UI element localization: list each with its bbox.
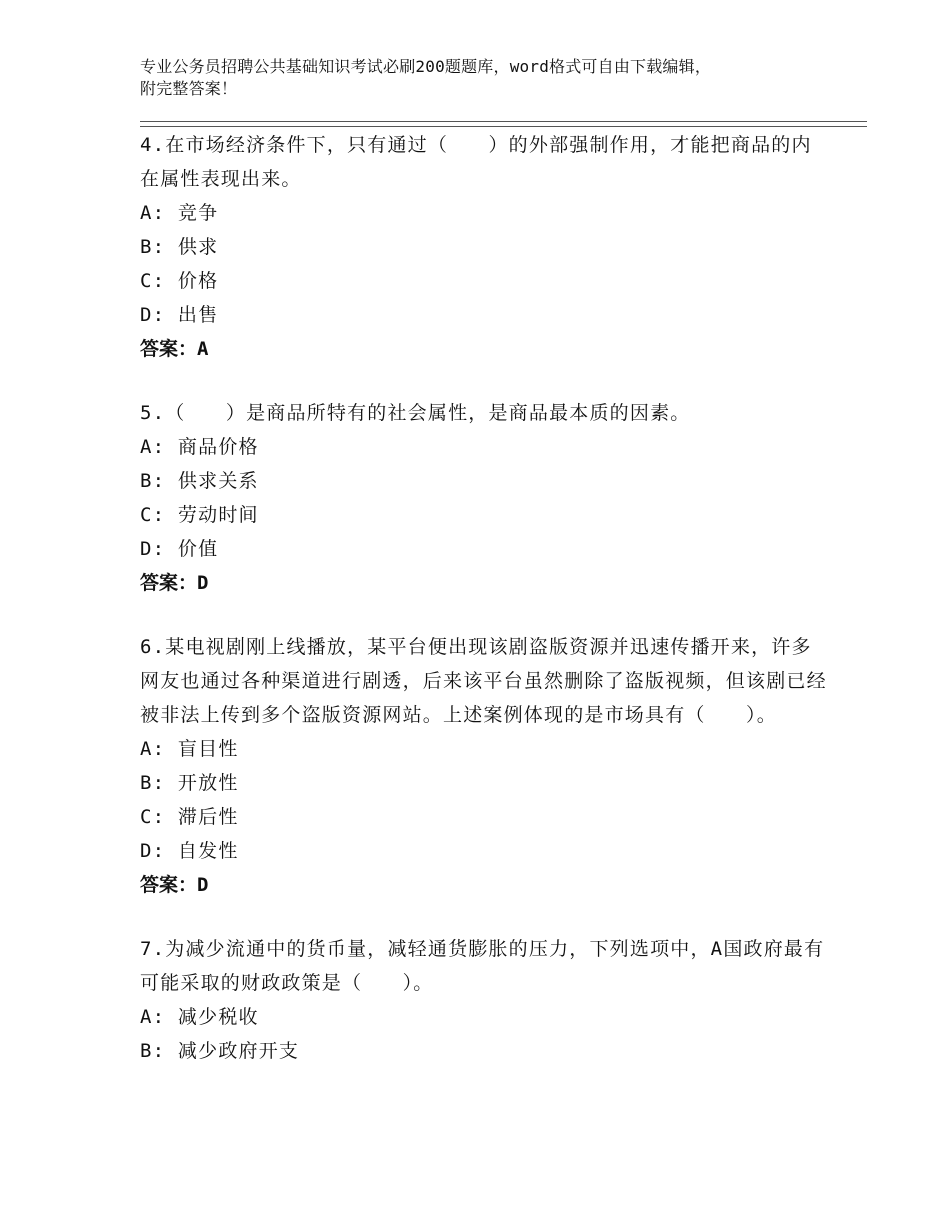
option-b: B: 供求关系 [140, 470, 259, 492]
question-5 [140, 396, 830, 600]
option-c: C: 劳动时间 [140, 504, 259, 526]
option-d: D: 自发性 [140, 840, 239, 862]
option-d: D: 价值 [140, 538, 219, 560]
answer-label: 答案：A [140, 338, 209, 360]
option-a: A: 竞争 [140, 202, 219, 224]
header-divider [140, 121, 867, 127]
answer-label: 答案：D [140, 572, 209, 594]
question-stem: 6.某电视剧刚上线播放，某平台便出现该剧盗版资源并迅速传播开来，许多网友也通过各种渠道进行剧透，后来该平台虽然删除了盗版视频，但该剧已经被非法上传到多个盗版资源网站。上述案例体现的是市场具有（ ）。 [140, 636, 827, 726]
option-b: B: 供求 [140, 236, 219, 258]
option-a: A: 商品价格 [140, 436, 259, 458]
header-note-line-2: 附完整答案！ [140, 79, 238, 98]
option-a: A: 盲目性 [140, 738, 239, 760]
question-stem: 4.在市场经济条件下，只有通过（ ）的外部强制作用，才能把商品的内在属性表现出来。 [140, 134, 812, 190]
answer-label: 答案：D [140, 874, 209, 896]
option-c: C: 价格 [140, 270, 219, 292]
question-list [140, 128, 830, 1098]
question-stem: 5.（ ）是商品所特有的社会属性，是商品最本质的因素。 [140, 402, 691, 424]
question-4 [140, 128, 830, 366]
option-b: B: 开放性 [140, 772, 239, 794]
option-d: D: 出售 [140, 304, 219, 326]
option-a: A: 减少税收 [140, 1006, 259, 1028]
header-note [140, 56, 830, 100]
option-b: B: 减少政府开支 [140, 1040, 300, 1062]
question-6 [140, 630, 830, 902]
option-c: C: 滞后性 [140, 806, 239, 828]
question-stem: 7.为减少流通中的货币量，减轻通货膨胀的压力，下列选项中，A国政府最有可能采取的财政政策是（ ）。 [140, 938, 825, 994]
question-7 [140, 932, 830, 1068]
header-note-line-1: 专业公务员招聘公共基础知识考试必刷200题题库，word格式可自由下载编辑， [140, 57, 712, 76]
